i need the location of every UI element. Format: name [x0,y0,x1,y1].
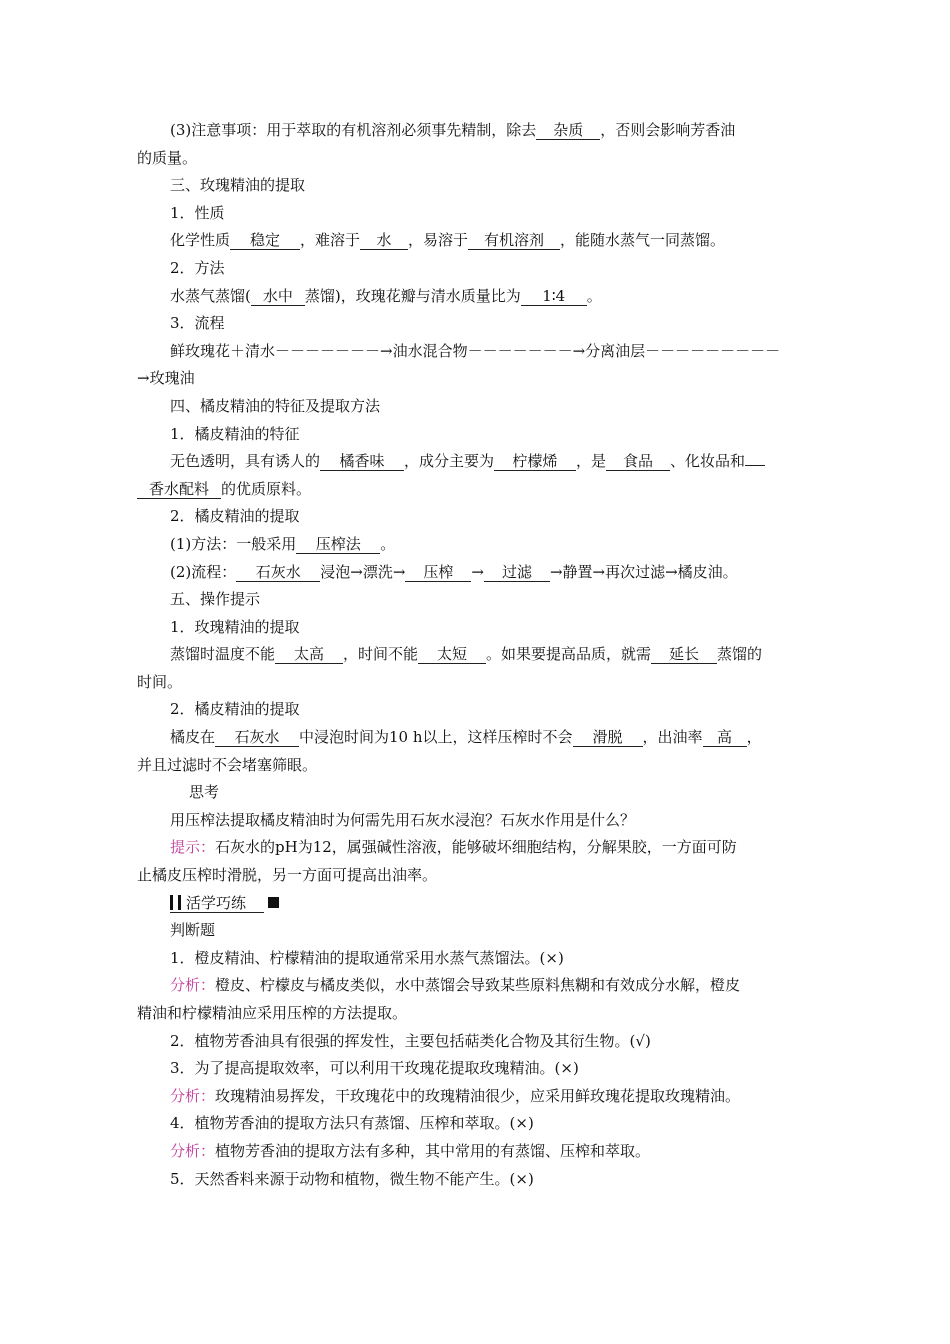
paragraph: (3)注意事项：用于萃取的有机溶剂必须事先精制，除去 杂质 ，否则会影响芳香油 [170,121,736,139]
paragraph: 并且过滤时不会堵塞筛眼。 [137,755,318,774]
blank-answer: 压榨法 [296,535,380,554]
practice-header [137,890,814,918]
paragraph: 香水配料 的优质原料。 [137,476,814,504]
blank-answer: 压榨 [405,563,471,582]
subheading: 1．玫瑰精油的提取 [170,617,300,636]
blank-answer: 过滤 [484,563,550,582]
question: 4．植物芳香油的提取方法只有蒸馏、压榨和萃取。(×) [170,1114,534,1133]
blank-answer: 太短 [418,645,486,664]
subheading: 2．橘皮精油的提取 [170,700,300,719]
blank-answer: 橘香味 [320,452,404,471]
subheading: 3．流程 [170,314,225,333]
subheading: 2．橘皮精油的提取 [170,507,300,526]
blank-answer: 太高 [275,645,343,664]
section-heading: 五、操作提示 [170,590,261,609]
paragraph: (1)方法：一般采用 压榨法 。 [170,534,396,553]
blank-answer: 1∶4 [521,287,587,306]
question: 2．植物芳香油具有很强的挥发性，主要包括萜类化合物及其衍生物。(√) [170,1031,651,1050]
practice-title: 活学巧练 [186,893,247,912]
analysis-label: 分析： [170,976,216,995]
flow-line: →玫瑰油 [137,369,195,388]
blank-answer: 高 [703,728,747,747]
question: 5．天然香料来源于动物和植物，微生物不能产生。(×) [170,1169,534,1188]
paragraph: 时间。 [137,672,183,691]
blank-answer: 有机溶剂 [468,231,560,250]
hint: 提示：石灰水的pH为12，属强碱性溶液，能够破坏细胞结构，分解果胶，一方面可防 [170,838,737,857]
blank-answer: 稳定 [230,231,300,250]
subheading: 1．性质 [170,203,225,222]
think-question: 用压榨法提取橘皮精油时为何需先用石灰水浸泡？石灰水作用是什么？ [170,810,636,829]
paragraph: 蒸馏时温度不能 太高 ，时间不能 太短 。如果要提高品质，就需 延长 蒸馏的 [170,645,763,664]
hint-continued: 止橘皮压榨时滑脱，另一方面可提高出油率。 [137,866,438,885]
blank-answer: 香水配料 [137,480,221,499]
document-page [137,117,814,1193]
analysis: 分析：玫瑰精油易挥发，干玫瑰花中的玫瑰精油很少，应采用鲜玫瑰花提取玫瑰精油。 [170,1086,741,1105]
paragraph: 无色透明，具有诱人的 橘香味 ，成分主要为 柠檬烯 ，是 食品 、化妆品和 [137,448,814,476]
blank-answer: 杂质 [536,121,600,140]
think-label: 思考 [189,783,220,802]
blank-answer-start [745,465,765,466]
square-icon [268,897,279,908]
blank-answer: 水 [360,231,408,250]
blank-answer: 柠檬烯 [494,452,576,471]
question: 1．橙皮精油、柠檬精油的提取通常采用水蒸气蒸馏法。(×) [170,948,564,967]
flow-line: 鲜玫瑰花＋清水－－－－－－－→油水混合物－－－－－－－→分离油层－－－－－－－－－ [170,341,781,360]
blank-answer: 石灰水 [236,563,320,582]
bar-icon [170,895,173,910]
analysis-continued: 精油和柠檬精油应采用压榨的方法提取。 [137,1004,408,1022]
blank-answer: 延长 [651,645,717,664]
subheading: 2．方法 [170,258,225,277]
analysis-label: 分析： [170,1086,216,1105]
blank-answer: 食品 [606,452,670,471]
analysis: 分析：植物芳香油的提取方法有多种，其中常用的有蒸馏、压榨和萃取。 [170,1141,651,1160]
paragraph: 的质量。 [137,148,198,167]
analysis: 分析：橙皮、柠檬皮与橘皮类似，水中蒸馏会导致某些原料焦糊和有效成分水解，橙皮 [170,976,741,995]
paragraph: (2)流程： 石灰水 浸泡→漂洗→ 压榨 → 过滤 →静置→再次过滤→橘皮油。 [170,562,738,581]
blank-answer: 滑脱 [573,728,643,747]
paragraph: 水蒸气蒸馏( 水中 蒸馏)，玫瑰花瓣与清水质量比为 1∶4 。 [170,286,602,305]
subheading: 1．橘皮精油的特征 [170,424,300,443]
bar-icon [178,895,181,910]
paragraph: 橘皮在 石灰水 中浸泡时间为10 h以上，这样压榨时不会 滑脱 ，出油率 高 ， [170,728,762,747]
section-heading: 四、橘皮精油的特征及提取方法 [170,396,381,415]
blank-answer: 水中 [251,287,305,306]
paragraph: 化学性质 稳定 ，难溶于 水 ，易溶于 有机溶剂 ，能随水蒸气一同蒸馏。 [170,231,726,250]
section-heading: 三、玫瑰精油的提取 [170,176,306,195]
practice-subtitle: 判断题 [170,921,216,940]
question: 3．为了提高提取效率，可以利用干玫瑰花提取玫瑰精油。(×) [170,1059,579,1078]
hint-label: 提示： [170,838,216,857]
analysis-label: 分析： [170,1141,216,1160]
blank-answer: 石灰水 [215,728,299,747]
